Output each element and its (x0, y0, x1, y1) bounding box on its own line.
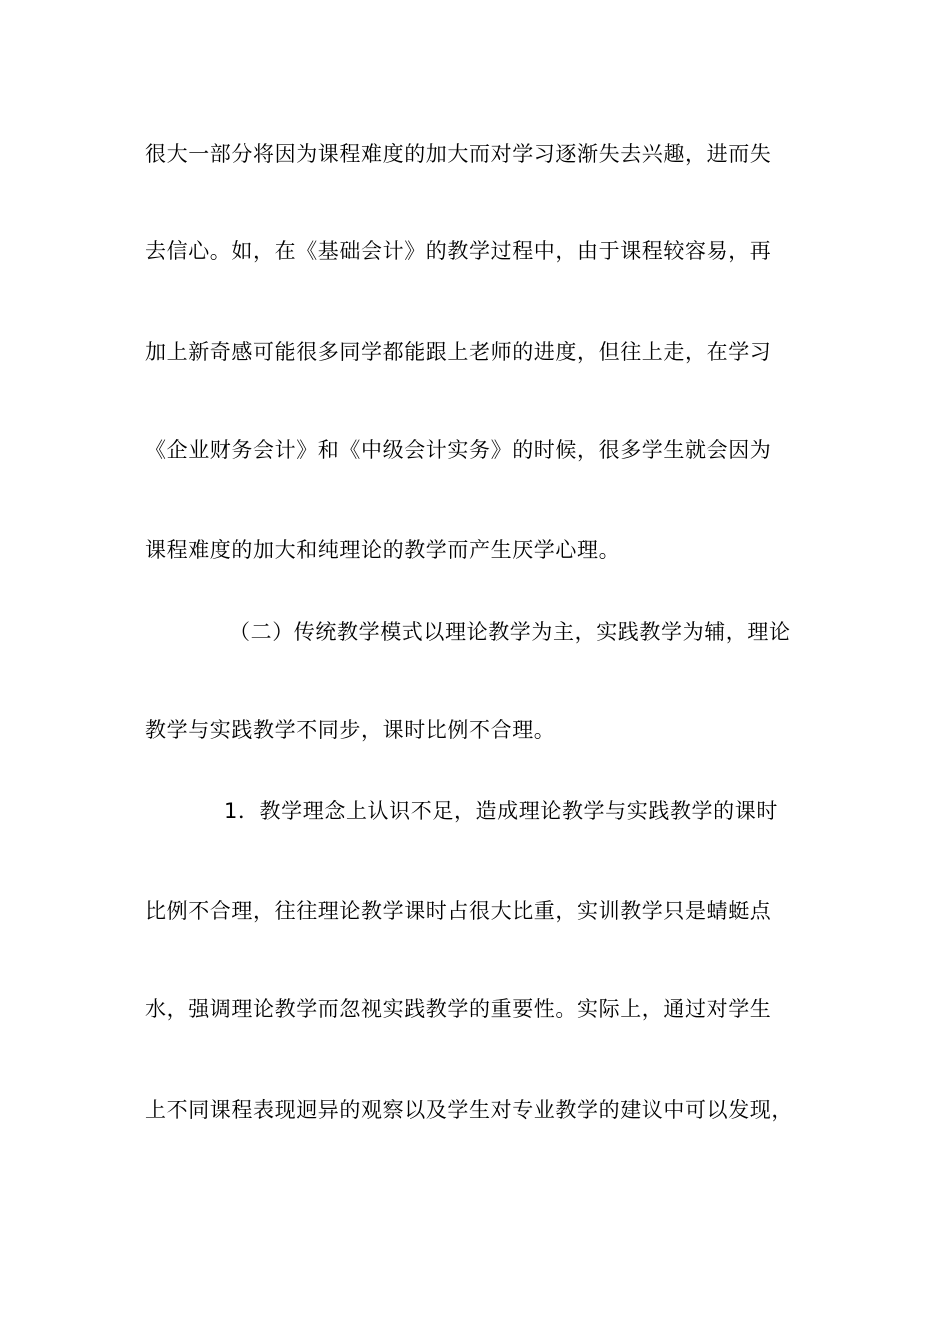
paragraph-line-3: 加上新奇感可能很多同学都能跟上老师的进度，但往上走，在学习 (145, 340, 772, 364)
paragraph-line-1: 很大一部分将因为课程难度的加大而对学习逐渐失去兴趣，进而失 (145, 142, 772, 166)
paragraph-line-5: 课程难度的加大和纯理论的教学而产生厌学心理。 (145, 538, 621, 562)
list-item-line-1: 1．教学理念上认识不足，造成理论教学与实践教学的课时 (224, 799, 778, 823)
paragraph-line-4: 《企业财务会计》和《中级会计实务》的时候，很多学生就会因为 (145, 438, 772, 462)
list-item-line-2: 比例不合理，往往理论教学课时占很大比重，实训教学只是蜻蜓点 (145, 899, 772, 923)
section-heading-line-2: 教学与实践教学不同步，课时比例不合理。 (145, 718, 556, 742)
paragraph-line-2: 去信心。如，在《基础会计》的教学过程中，由于课程较容易，再 (145, 239, 772, 263)
list-item-line-3: 水，强调理论教学而忽视实践教学的重要性。实际上，通过对学生 (145, 997, 772, 1021)
section-heading-line-1: （二）传统教学模式以理论教学为主，实践教学为辅，理论 (229, 620, 791, 644)
list-item-line-4: 上不同课程表现迥异的观察以及学生对专业教学的建议中可以发现， (145, 1098, 793, 1122)
